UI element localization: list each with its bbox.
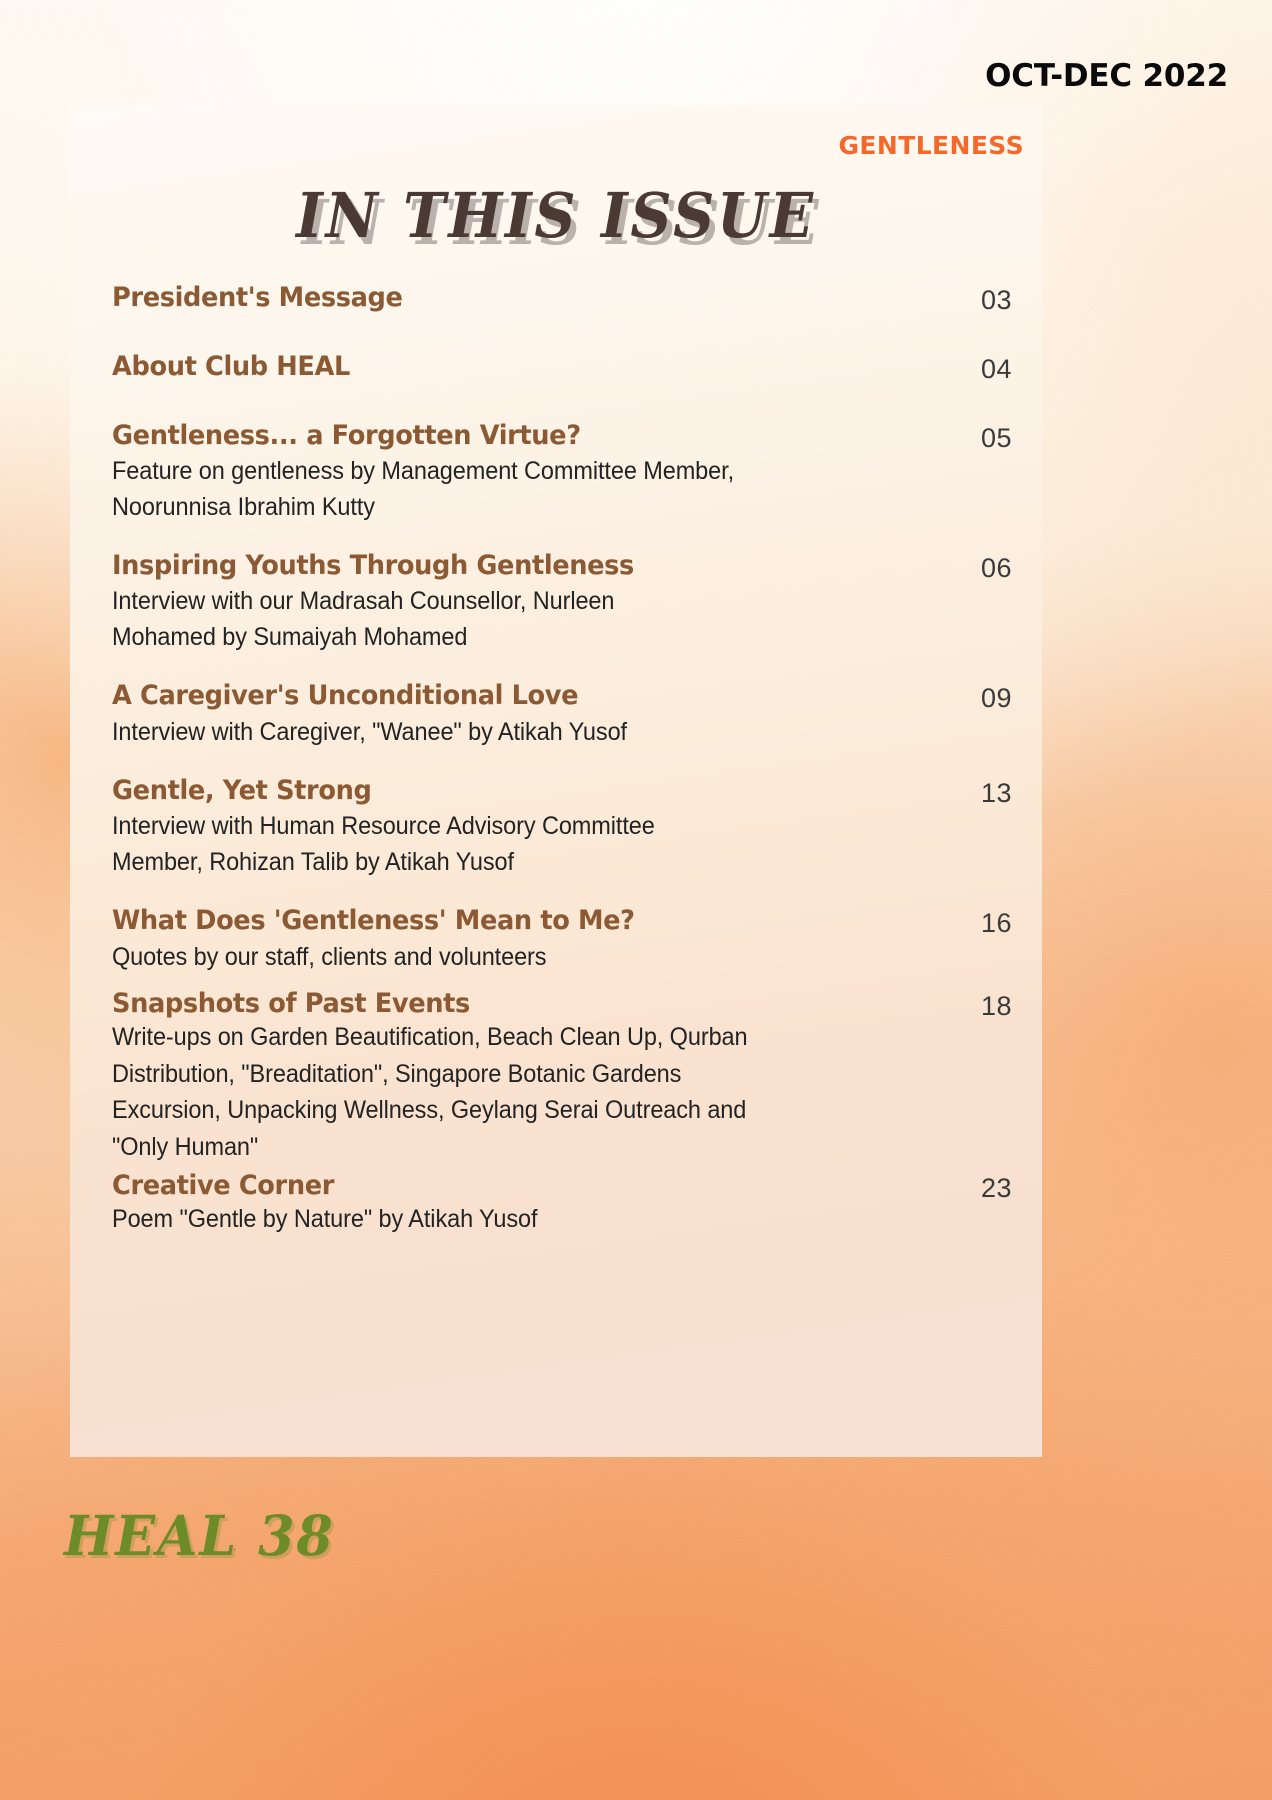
toc-entry-title: What Does 'Gentleness' Mean to Me?	[112, 905, 635, 937]
toc-entry-title: Gentle, Yet Strong	[112, 775, 372, 807]
toc-entry-text	[112, 551, 732, 655]
toc-entry-gentleness-forgotten-virtue[interactable]	[112, 421, 1012, 525]
page-title: IN THIS ISSUE	[296, 179, 816, 252]
toc-entry-page-number: 09	[980, 683, 1012, 714]
toc-entry-subtitle: Interview with Human Resource Advisory Committee Member, Rohizan Talib by Atikah Yusof	[112, 812, 655, 876]
spacer	[112, 880, 1012, 906]
toc-entry-page-number: 23	[980, 1173, 1012, 1204]
toc-entry-creative-corner[interactable]	[112, 1171, 1012, 1237]
publication-brand: HEAL 38	[64, 1503, 335, 1568]
toc-entry-gentle-yet-strong[interactable]	[112, 776, 1012, 880]
toc-entry-title: Gentleness... a Forgotten Virtue?	[112, 420, 581, 451]
toc-entry-what-does-gentleness-mean[interactable]	[112, 906, 1012, 975]
issue-date: OCT-DEC 2022	[985, 58, 1228, 94]
toc-entry-snapshots-of-past-events[interactable]	[112, 989, 1012, 1165]
toc-entry-page-number: 04	[980, 354, 1012, 384]
toc-entry-text	[112, 283, 418, 313]
spacer	[112, 525, 1012, 551]
toc-entry-subtitle: Interview with our Madrasah Counsellor, Nurleen Mohamed by Sumaiyah Mohamed	[112, 587, 615, 651]
toc-entry-title: A Caregiver's Unconditional Love	[112, 680, 579, 712]
toc-entry-text	[112, 989, 812, 1165]
toc-entry-page-number: 05	[980, 423, 1012, 453]
toc-entry-title: President's Message	[112, 282, 403, 313]
toc-entry-page-number: 16	[980, 908, 1012, 939]
toc-entry-title: Snapshots of Past Events	[112, 988, 470, 1020]
toc-entry-subtitle: Feature on gentleness by Management Committee Member, Noorunnisa Ibrahim Kutty	[112, 457, 735, 521]
toc-entry-about-club-heal[interactable]	[112, 352, 1012, 385]
toc-entry-text	[112, 681, 660, 750]
spacer	[112, 750, 1012, 776]
toc-entry-caregivers-unconditional-love[interactable]	[112, 681, 1012, 750]
toc-entry-title: Creative Corner	[112, 1170, 334, 1202]
toc-entry-title: Inspiring Youths Through Gentleness	[112, 550, 634, 582]
issue-theme-label: GENTLENESS	[838, 131, 1024, 160]
toc-entry-text	[112, 352, 362, 382]
toc-entry-subtitle: Quotes by our staff, clients and volunteers	[112, 942, 547, 971]
toc-entry-inspiring-youths[interactable]	[112, 551, 1012, 655]
toc-entry-text	[112, 1171, 565, 1237]
toc-entry-subtitle: Poem "Gentle by Nature" by Atikah Yusof	[112, 1204, 538, 1233]
contents-card	[70, 105, 1042, 1457]
toc-entry-presidents-message[interactable]	[112, 283, 1012, 316]
toc-entry-page-number: 13	[980, 778, 1012, 809]
toc-entry-text	[112, 421, 842, 525]
toc-entry-subtitle: Interview with Caregiver, "Wanee" by Atikah Yusof	[112, 717, 627, 746]
toc-entry-text	[112, 906, 662, 975]
spacer	[112, 975, 1012, 989]
toc-entry-page-number: 03	[980, 285, 1012, 315]
spacer	[112, 316, 1012, 352]
spacer	[112, 655, 1012, 681]
toc-entry-subtitle: Write-ups on Garden Beautification, Beach Clean Up, Qurban Distribution, "Breaditation", Singapore Botanic Gardens Excursion, Unpacking Wellness, Geylang Serai Outreach and "Only Human"	[112, 1023, 748, 1161]
table-of-contents	[112, 283, 1012, 1237]
toc-entry-title: About Club HEAL	[112, 351, 350, 382]
toc-entry-text	[112, 776, 792, 880]
spacer	[112, 385, 1012, 421]
toc-entry-page-number: 18	[980, 991, 1012, 1022]
toc-entry-page-number: 06	[980, 553, 1012, 584]
